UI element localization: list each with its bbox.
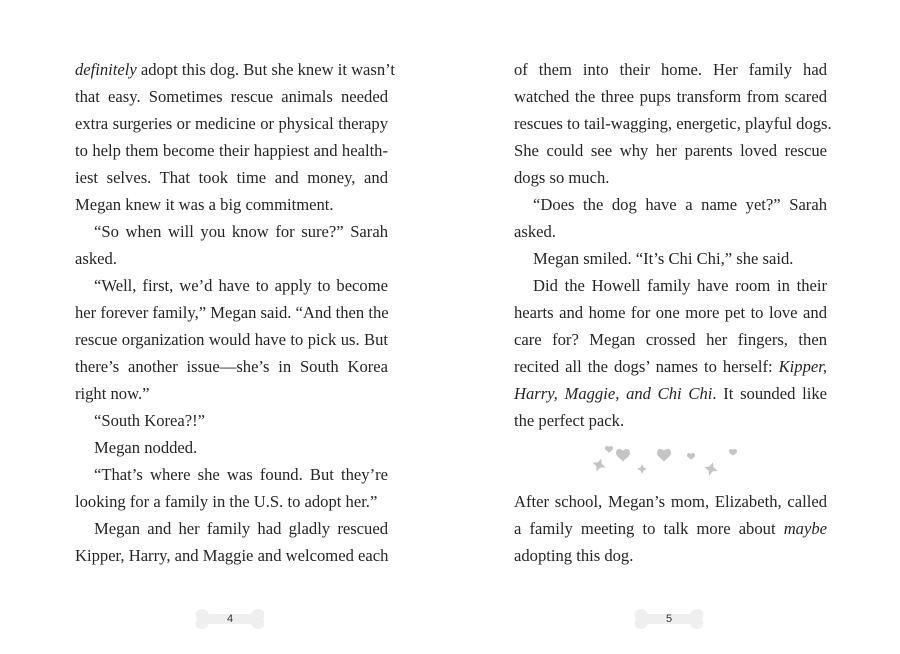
heart-icon — [657, 449, 671, 462]
text-line: “Well, first, we’d have to apply to become — [94, 276, 388, 295]
section-ornament — [585, 438, 745, 483]
text-line: She could see why her parents loved rescue — [514, 141, 827, 160]
text-line: After school, Megan’s mom, Elizabeth, called — [514, 492, 827, 511]
page-number-right — [629, 605, 709, 633]
text-line: there’s another issue—she’s in South Korea — [75, 357, 388, 376]
text-line: hearts and home for one more pet to love and — [514, 303, 827, 322]
text-line: Harry, Maggie, and Chi Chi. It sounded like — [514, 384, 827, 403]
text-line: right now.” — [75, 384, 150, 403]
text-line: Did the Howell family have room in their — [533, 276, 827, 295]
text-line: rescue organization would have to pick us. But — [75, 330, 388, 349]
text-line: Megan and her family had gladly rescued — [94, 519, 388, 538]
text-line: Megan smiled. “It’s Chi Chi,” she said. — [533, 249, 794, 268]
sparkle-icon — [590, 456, 608, 474]
page-number: 5 — [665, 613, 673, 625]
sparkle-icon — [637, 464, 647, 474]
text-line: recited all the dogs’ names to herself: Kipper, — [514, 357, 827, 376]
heart-icon — [616, 449, 630, 462]
sparkle-icon — [702, 460, 719, 477]
heart-icon — [687, 453, 695, 460]
text-line: care for? Megan crossed her fingers, then — [514, 330, 827, 349]
text-line: that easy. Sometimes rescue animals needed — [75, 87, 388, 106]
left-page — [75, 56, 396, 569]
text-line: “That’s where she was found. But they’re — [94, 465, 388, 484]
text-line: “So when will you know for sure?” Sarah — [94, 222, 388, 241]
text-line: a family meeting to talk more about maybe — [514, 519, 827, 538]
text-line: Kipper, Harry, and Maggie and welcomed each — [75, 546, 389, 565]
text-line: adopting this dog. — [514, 546, 634, 565]
text-line: iest selves. That took time and money, and — [75, 168, 388, 187]
text-line: Megan nodded. — [94, 438, 198, 457]
text-line: watched the three pups transform from scared — [514, 87, 827, 106]
text-line: “Does the dog have a name yet?” Sarah — [533, 195, 827, 214]
text-line: asked. — [75, 249, 117, 268]
text-line: asked. — [514, 222, 556, 241]
text-line: the perfect pack. — [514, 411, 625, 430]
page-number-left — [190, 605, 270, 633]
heart-icon — [729, 449, 737, 456]
right-page — [514, 56, 832, 569]
text-line: looking for a family in the U.S. to adopt her.” — [75, 492, 378, 511]
text-line: rescues to tail-wagging, energetic, playful dogs. — [514, 114, 832, 133]
text-line: “South Korea?!” — [94, 411, 206, 430]
heart-icon — [605, 446, 613, 453]
text-line: to help them become their happiest and health- — [75, 141, 388, 160]
text-line: definitely adopt this dog. But she knew it wasn’t — [75, 60, 396, 79]
text-line: her forever family,” Megan said. “And then the — [75, 303, 389, 322]
page-number: 4 — [226, 613, 234, 625]
text-line: dogs so much. — [514, 168, 610, 187]
text-line: of them into their home. Her family had — [514, 60, 827, 79]
text-line: extra surgeries or medicine or physical therapy — [75, 114, 388, 133]
text-line: Megan knew it was a big commitment. — [75, 195, 334, 214]
